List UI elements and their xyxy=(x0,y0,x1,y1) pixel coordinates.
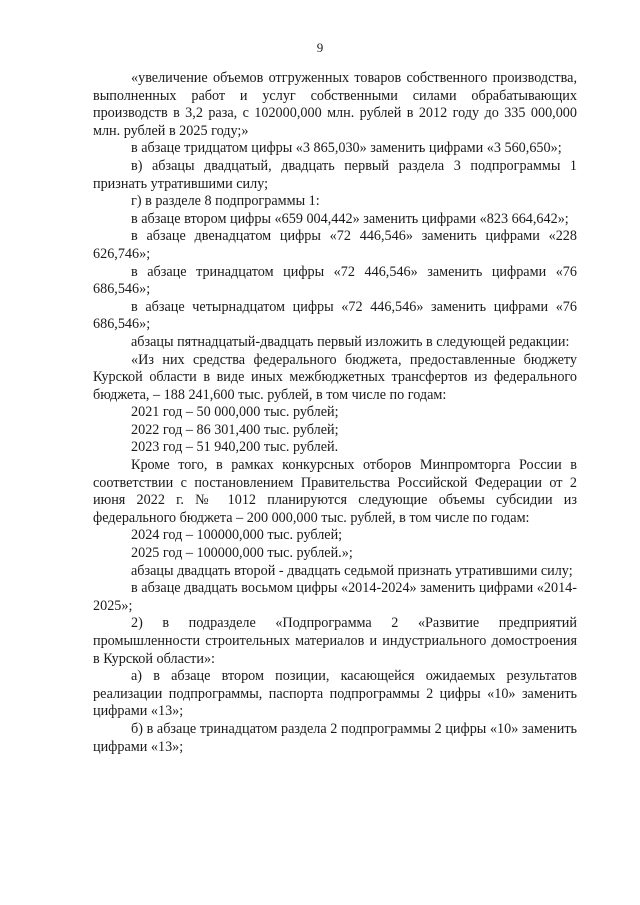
paragraph-goal-quote: «увеличение объемов отгруженных товаров собственного производства, выполненных работ и услуг собственными силами обрабатывающих производств в 3,2 раза, с 102000,000 млн. рублей в 2012 году до 335 000,000 млн. рублей в 2025 году;» xyxy=(93,70,577,139)
paragraph-item-v: в) абзацы двадцатый, двадцать первый раздела 3 подпрограммы 1 признать утратившими силу; xyxy=(93,157,577,192)
paragraph-twelfth: в абзаце двенадцатом цифры «72 446,546» заменить цифрами «228 626,746»; xyxy=(93,228,577,262)
paragraph-subsection-2: 2) в подразделе «Подпрограмма 2 «Развитие предприятий промышленности строительных материалов и индустриального домостроения в Курской области»: xyxy=(93,615,577,667)
paragraph-twenty-eighth: в абзаце двадцать восьмом цифры «2014-2024» заменить цифрами «2014-2025»; xyxy=(93,580,577,614)
page-number: 9 xyxy=(316,40,324,55)
paragraph-year-2021: 2021 год – 50 000,000 тыс. рублей; xyxy=(131,404,339,421)
paragraph-fourteenth: в абзаце четырнадцатом цифры «72 446,546» заменить цифрами «76 686,546»; xyxy=(93,298,577,333)
paragraph-federal-funds: «Из них средства федерального бюджета, предоставленные бюджету Курской области в виде иных межбюджетных трансфертов из федерального бюджета, – 188 241,600 тыс. рублей, в том числе по годам: xyxy=(93,351,577,403)
paragraph-item-g: г) в разделе 8 подпрограммы 1: xyxy=(131,193,320,210)
paragraph-year-2022: 2022 год – 86 301,400 тыс. рублей; xyxy=(131,421,339,438)
paragraph-item-b: б) в абзаце тринадцатом раздела 2 подпрограммы 2 цифры «10» заменить цифрами «13»; xyxy=(93,720,577,755)
paragraph-new-wording: абзацы пятнадцатый-двадцать первый изложить в следующей редакции: xyxy=(131,333,570,350)
paragraph-thirteenth: в абзаце тринадцатом цифры «72 446,546» заменить цифрами «76 686,546»; xyxy=(93,263,577,298)
paragraph-thirtieth: в абзаце тридцатом цифры «3 865,030» заменить цифрами «3 560,650»; xyxy=(131,140,562,157)
document-body xyxy=(93,70,577,756)
paragraph-item-a: а) в абзаце втором позиции, касающейся ожидаемых результатов реализации подпрограммы, паспорта подпрограммы 2 цифры «10» заменить цифрами «13»; xyxy=(93,668,577,720)
paragraph-year-2024: 2024 год – 100000,000 тыс. рублей; xyxy=(131,527,343,544)
paragraph-second: в абзаце втором цифры «659 004,442» заменить цифрами «823 664,642»; xyxy=(131,210,569,227)
paragraph-void: абзацы двадцать второй - двадцать седьмой признать утратившими силу; xyxy=(131,562,573,579)
paragraph-year-2025: 2025 год – 100000,000 тыс. рублей.»; xyxy=(131,545,353,562)
paragraph-year-2023: 2023 год – 51 940,200 тыс. рублей. xyxy=(131,439,339,456)
paragraph-minpromtorg: Кроме того, в рамках конкурсных отборов Минпромторга России в соответствии с постановлением Правительства Российской Федерации от 2 июня 2022 г. № 1012 планируются следующие объемы субсидии из федерального бюджета – 200 000,000 тыс. рублей, в том числе по годам: xyxy=(93,457,577,526)
